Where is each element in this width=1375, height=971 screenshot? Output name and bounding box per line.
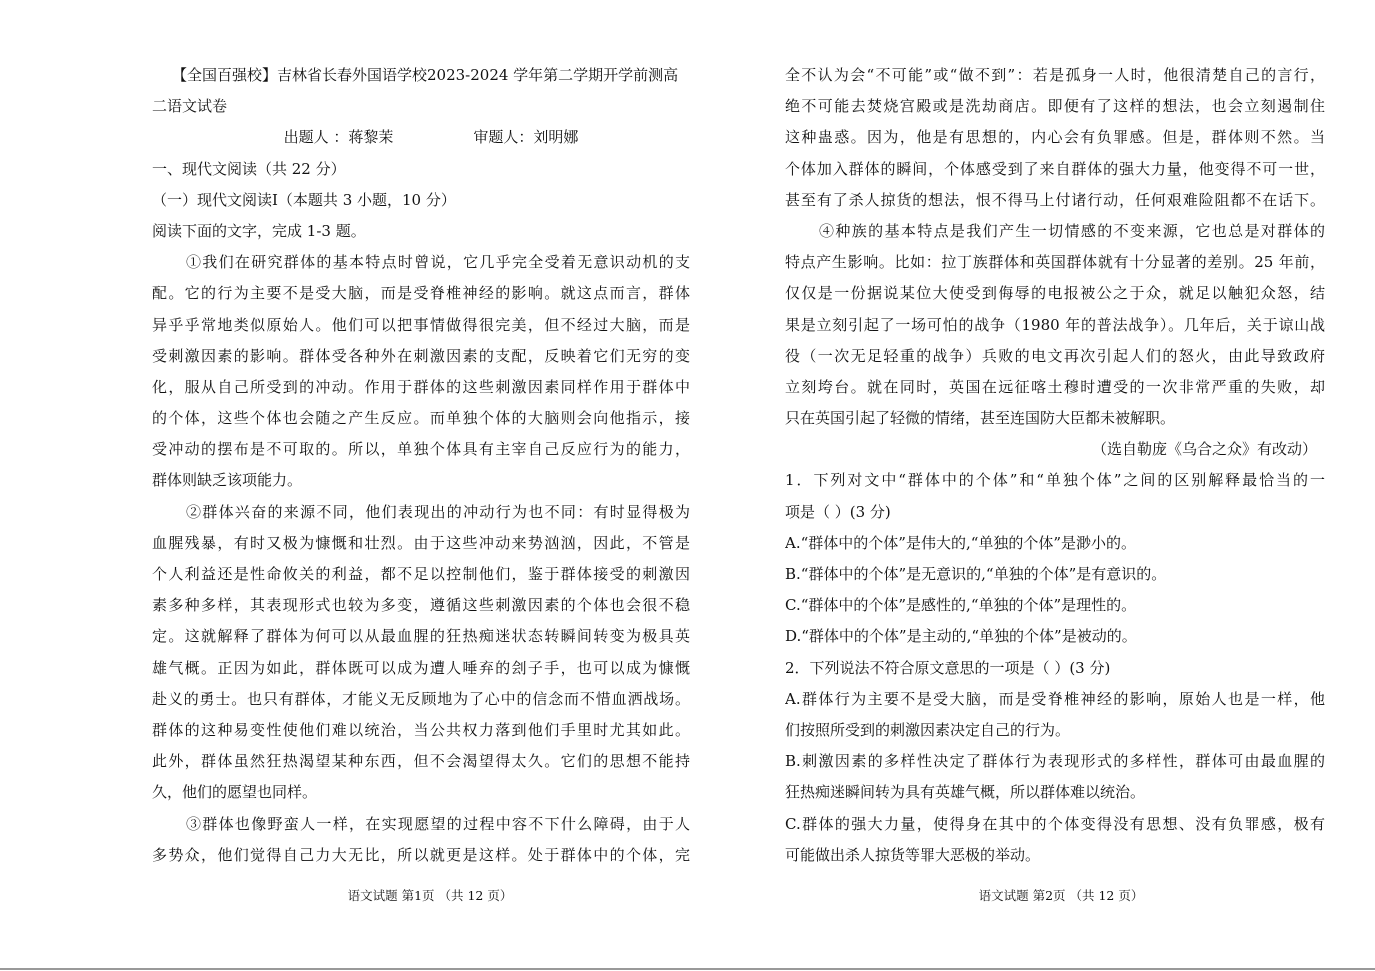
text-line: 绝不可能去焚烧宫殿或是洗劫商店。即便有了这样的想法，也会立刻遏制住: [785, 97, 1325, 116]
text-line: ④种族的基本特点是我们产生一切情感的不变来源，它也总是对群体的: [819, 221, 1325, 240]
page-footer-right: 语文试题 第2页 （共 12 页）: [978, 888, 1144, 903]
text-line: 们按照所受到的刺激因素决定自己的行为。: [785, 720, 1071, 739]
text-line: 役（一次无足轻重的战争）兵败的电文再次引起人们的怒火，由此导致政府: [785, 346, 1325, 365]
text-line: 二语文试卷: [152, 97, 228, 116]
text-line: 可能做出杀人掠货等罪大恶极的举动。: [785, 845, 1041, 864]
text-line: 定。这就解释了群体为何可以从最血腥的狂热痴迷状态转瞬间转变为极具英: [152, 627, 690, 646]
text-line: 这种蛊惑。因为，他是有思想的，内心会有负罪感。但是，群体则不然。当: [785, 128, 1325, 147]
text-line: （一）现代文阅读Ⅰ（本题共 3 小题，10 分）: [152, 190, 456, 209]
text-line: C.群体的强大力量，使得身在其中的个体变得没有思想、没有负罪感，极有: [785, 814, 1325, 833]
text-line: 受刺激因素的影响。群体受各种外在刺激因素的支配，反映着它们无穷的变: [152, 346, 690, 365]
text-line: 一、现代文阅读（共 22 分）: [152, 159, 346, 178]
text-line: 仅仅是一份据说某位大使受到侮辱的电报被公之于众，就足以触犯众怒，结: [785, 284, 1325, 303]
text-line: 果是立刻引起了一场可怕的战争（1980 年的普法战争）。几年后，关于谅山战: [785, 315, 1325, 334]
text-line: 群体则缺乏该项能力。: [152, 471, 303, 490]
text-line: 此外，群体虽然狂热渴望某种东西，但不会渴望得太久。它们的思想不能持: [152, 752, 690, 771]
text-line: 立刻垮台。就在同时，英国在远征喀土穆时遭受的一次非常严重的失败，却: [785, 377, 1325, 396]
text-line: [152, 122, 690, 153]
page-footer-left: 语文试题 第1页 （共 12 页）: [347, 888, 513, 903]
text-line: （选自勒庞《乌合之众》有改动）: [1091, 440, 1317, 459]
text-line: 异乎乎常地类似原始人。他们可以把事情做得很完美，但不经过大脑，而是: [152, 315, 690, 334]
text-line: 化，服从自己所受到的冲动。作用于群体的这些刺激因素同样作用于群体中: [152, 377, 690, 396]
text-line: C.“群体中的个体”是感性的,“单独的个体”是理性的。: [785, 596, 1137, 615]
setter-name: 出题人 ：蒋黎茉: [283, 128, 394, 147]
text-line: 素多种多样，其表现形式也较为多变，遵循这些刺激因素的个体也会很不稳: [152, 596, 690, 615]
text-line: ③群体也像野蛮人一样，在实现愿望的过程中容不下什么障碍，由于人: [186, 814, 690, 833]
text-line: 配。它的行为主要不是受大脑，而是受脊椎神经的影响。就这点而言，群体: [152, 284, 690, 303]
reviewer-name: 审题人：刘明娜: [473, 128, 579, 147]
page-bottom-edge: [0, 968, 1375, 970]
right-column: [785, 60, 1325, 871]
text-line: A.群体行为主要不是受大脑，而是受脊椎神经的影响，原始人也是一样，他: [785, 689, 1325, 708]
text-line: 项是（ ）(3 分): [785, 502, 891, 521]
text-line: 赴义的勇士。也只有群体，才能义无反顾地为了心中的信念而不惜血洒战场。: [152, 689, 690, 708]
text-line: 只在英国引起了轻微的情绪，甚至连国防大臣都未被解职。: [785, 409, 1176, 428]
text-line: B.刺激因素的多样性决定了群体行为表现形式的多样性，群体可由最血腥的: [785, 752, 1325, 771]
text-line: D.“群体中的个体”是主动的,“单独的个体”是被动的。: [785, 627, 1137, 646]
text-line: 阅读下面的文字，完成 1-3 题。: [152, 221, 366, 240]
text-line: A.“群体中的个体”是伟大的,“单独的个体”是渺小的。: [785, 533, 1137, 552]
text-line: 血腥残暴，有时又极为慷慨和壮烈。由于这些冲动来势汹汹，因此，不管是: [152, 533, 690, 552]
left-column: [152, 60, 690, 871]
text-line: 狂热痴迷瞬间转为具有英雄气概，所以群体难以统治。: [785, 783, 1146, 802]
text-line: 2．下列说法不符合原文意思的一项是（ ）(3 分): [785, 658, 1111, 677]
text-line: 久，他们的愿望也同样。: [152, 783, 318, 802]
text-line: ①我们在研究群体的基本特点时曾说，它几乎完全受着无意识动机的支: [186, 253, 690, 272]
text-line: 受冲动的摆布是不可取的。所以，单独个体具有主宰自己反应行为的能力，: [152, 440, 690, 459]
text-line: 群体的这种易变性使他们难以统治，当公共权力落到他们手里时尤其如此。: [152, 720, 690, 739]
text-line: ②群体兴奋的来源不同，他们表现出的冲动行为也不同：有时显得极为: [186, 502, 690, 521]
text-line: 多势众，他们觉得自己力大无比，所以就更是这样。处于群体中的个体，完: [152, 845, 690, 864]
text-line: 个人利益还是性命攸关的利益，都不足以控制他们，鉴于群体接受的刺激因: [152, 565, 690, 583]
text-line: 【全国百强校】吉林省长春外国语学校2023-2024 学年第二学期开学前测高: [172, 66, 679, 84]
text-line: 雄气概。正因为如此，群体既可以成为遭人唾弃的刽子手，也可以成为慷慨: [152, 658, 690, 677]
text-line: 的个体，这些个体也会随之产生反应。而单独个体的大脑则会向他指示，接: [152, 409, 690, 428]
text-line: B.“群体中的个体”是无意识的,“单独的个体”是有意识的。: [785, 565, 1167, 583]
text-line: 全不认为会“不可能”或“做不到”：若是孤身一人时，他很清楚自己的言行，: [785, 66, 1325, 84]
text-line: 1．下列对文中“群体中的个体”和“单独个体”之间的区别解释最恰当的一: [785, 471, 1325, 490]
text-line: 个体加入群体的瞬间，个体感受到了来自群体的强大力量，他变得不可一世，: [785, 159, 1325, 178]
text-line: 特点产生影响。比如：拉丁族群体和英国群体就有十分显著的差别。25 年前，: [785, 253, 1325, 272]
text-line: 甚至有了杀人掠货的想法，恨不得马上付诸行动，任何艰难险阻都不在话下。: [785, 190, 1325, 209]
